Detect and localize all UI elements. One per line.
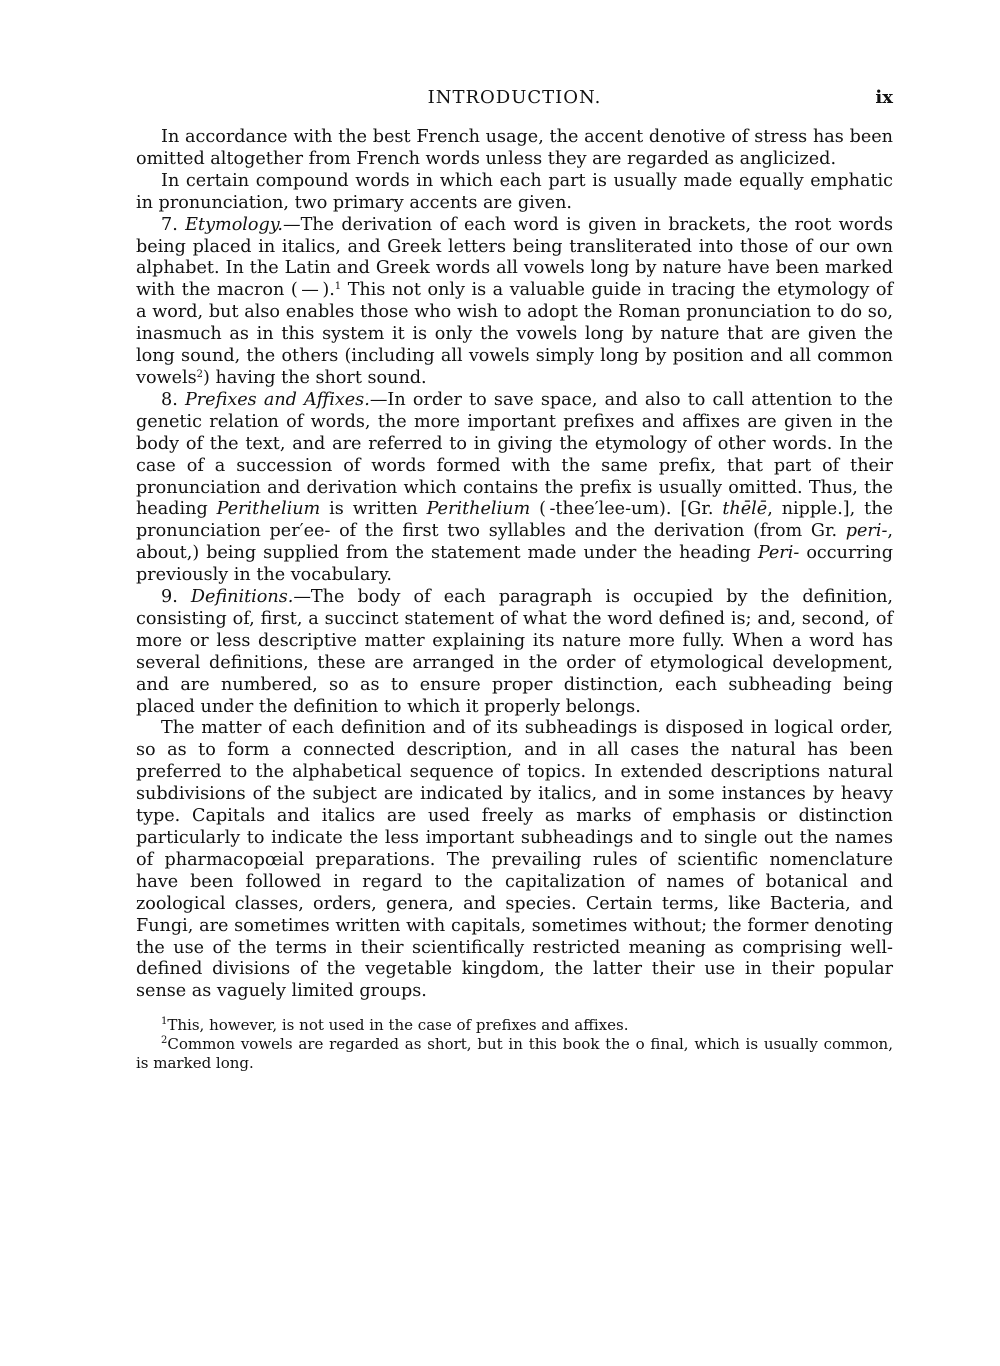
paragraph-french-accent [136, 127, 893, 171]
section-number: 8. [161, 389, 178, 410]
paragraph-text: occurring previously in the vocabulary. [136, 543, 893, 586]
paragraph-text: This not only is a valuable guide in tracing the etymology of a word, but also enables those who wish to adopt the Roman pronunciation to do so, inasmuch as in this system it is only the vowels long by nature that are given the long sound, the others (including all vowels simply long by position and all common vowels [136, 280, 893, 388]
body-text [136, 127, 893, 1003]
section-number: 7. [161, 214, 178, 235]
paragraph-text: , nipple.], the pronunciation per′ee- of the first two syllables and the derivation (from Gr. [136, 499, 893, 542]
paragraph-text: , about,) being supplied from the statement made under the heading [136, 521, 893, 564]
paragraph-text: ) having the short sound. [203, 367, 427, 388]
running-title: INTRODUCTION. [427, 87, 602, 108]
section-definitions [136, 587, 893, 718]
italic-term: peri- [845, 521, 888, 542]
paragraph-text: —In order to save space, and also to call attention to the genetic relation of words, the more important prefixes and affixes are given in the body of the text, and are referred to in giving the etymology of other words. In the case of a succession of words formed with the same prefix, that part of their pronunciation and derivation which contains the prefix is usually omitted. Thus, the heading [136, 389, 894, 520]
footnotes [136, 1016, 893, 1073]
footnote-ref: 2 [196, 368, 204, 380]
footnote-text: Common vowels are regarded as short, but in this book the o final, which is usually common, is marked long. [136, 1035, 893, 1072]
paragraph-text: ( -thee′lee-um). [Gr. [530, 499, 723, 520]
page-header [136, 86, 893, 110]
footnote-text: This, however, is not used in the case of prefixes and affixes. [167, 1016, 629, 1034]
paragraph-text: is written [320, 499, 427, 520]
section-heading: Prefixes and Affixes. [184, 389, 370, 410]
italic-term: Perithelium [216, 499, 321, 520]
section-etymology [136, 215, 893, 390]
footnote-ref: 1 [334, 281, 342, 293]
paragraph-compound-words [136, 171, 893, 215]
footnote-mark: 1 [161, 1016, 168, 1027]
paragraph-text: In accordance with the best French usage, the accent denotive of stress has been omitted altogether from French words unless they are regarded as anglicized. [136, 127, 893, 169]
italic-term: thēlē [722, 499, 768, 520]
paragraph-definition-matter [136, 718, 893, 1003]
section-heading: Definitions. [190, 587, 294, 608]
paragraph-text: —The body of each paragraph is occupied by the definition, consisting of, first, a succinct statement of what the word defined is; and, second, of more or less descriptive matter explaining its nature more fully. When a word has several definitions, these are arranged in the order of etymological development, and are numbered, so as to ensure proper distinction, each subheading being placed under the definition to which it properly belongs. [136, 587, 893, 717]
page-number: ix [875, 87, 893, 108]
footnote-mark: 2 [161, 1035, 168, 1046]
paragraph-text: The matter of each definition and of its subheadings is disposed in logical order, so as to form a connected description, and in all cases the natural has been preferred to the alphabetical sequence of topics. In extended descriptions natural subdivisions of the subject are indicated by italics, and in some instances by heavy type. Capitals and italics are used freely as marks of emphasis or distinction particularly to indicate the less important subheadings and to single out the names of pharmacopœial preparations. The prevailing rules of scientific nomenclature have been followed in regard to the capitalization of names of botanical and zoological classes, orders, genera, and species. Certain terms, like Bacteria, and Fungi, are sometimes written with capitals, sometimes without; the former denoting the use of the terms in their scientifically restricted meaning as comprising well-defined divisions of the vegetable kingdom, the latter their use in their popular sense as vaguely limited groups. [136, 718, 893, 1002]
footnote-2 [136, 1035, 893, 1073]
paragraph-text: In certain compound words in which each part is usually made equally emphatic in pronunciation, two primary accents are given. [136, 170, 893, 213]
paragraph-text: —The derivation of each word is given in brackets, the root words being placed in italics, and Greek letters being transliterated into those of our own alphabet. In the Latin and Greek words all vowels long by nature have been marked with the macron ( — ). [136, 214, 893, 301]
footnote-1 [136, 1016, 893, 1035]
italic-term: Perithelium [426, 499, 531, 520]
section-prefixes-affixes [136, 390, 893, 587]
italic-term: Peri- [757, 543, 800, 564]
section-heading: Etymology. [185, 214, 283, 235]
section-number: 9. [161, 587, 178, 608]
